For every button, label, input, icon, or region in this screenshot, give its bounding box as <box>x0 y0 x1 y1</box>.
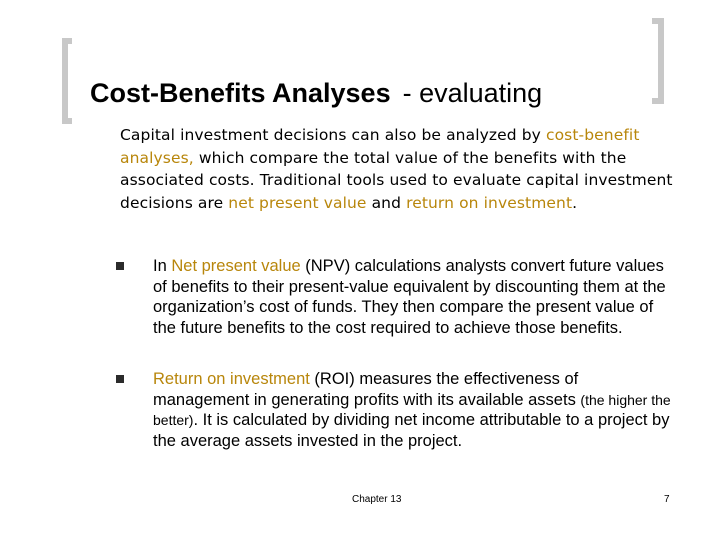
title-main: Cost-Benefits Analyses <box>90 78 391 108</box>
bullet-item-npv <box>153 256 673 338</box>
bullet-2-term: Return on investment <box>153 370 310 388</box>
footer-page-number: 7 <box>664 494 670 505</box>
title-bracket-left <box>62 38 72 124</box>
title-bracket-right <box>652 18 664 104</box>
intro-highlight-cost-benefit: cost-benefit analyses, <box>120 126 640 167</box>
intro-text-4: . <box>572 193 578 212</box>
bullet-2-rest: (ROI) measures the effectiveness of management in generating profits with its available assets <box>153 370 581 409</box>
bullet-1-pre: In <box>153 257 172 275</box>
intro-highlight-roi: return on investment <box>406 193 573 212</box>
bullet-1-rest: (NPV) calculations analysts convert future values of benefits to their present-value equivalent by discounting them at the organization’s cost of funds. They then compare the present value of the future benefits to the cost required to achieve those benefits. <box>153 257 666 337</box>
bullet-2-small: (the higher the better) <box>153 391 671 428</box>
slide-title <box>90 76 542 110</box>
bullet-2-rest2: . It is calculated by dividing net income attributable to a project by the average assets invested in the project. <box>153 411 670 450</box>
footer-chapter: Chapter 13 <box>352 494 402 505</box>
bullet-item-roi <box>153 369 673 451</box>
title-sub: - evaluating <box>402 78 543 108</box>
intro-paragraph <box>120 124 710 214</box>
bullet-1-term: Net present value <box>171 257 301 275</box>
bullet-marker-icon <box>116 375 126 385</box>
intro-text-2: which compare the total value of the benefits with the associated costs. Traditional tools used to evaluate capital investment decisions are <box>120 148 673 212</box>
bullet-marker-icon <box>116 262 126 272</box>
intro-text-3: and <box>366 193 407 212</box>
intro-highlight-npv: net present value <box>228 193 367 212</box>
intro-text-1: Capital investment decisions can also be analyzed by <box>120 126 546 144</box>
